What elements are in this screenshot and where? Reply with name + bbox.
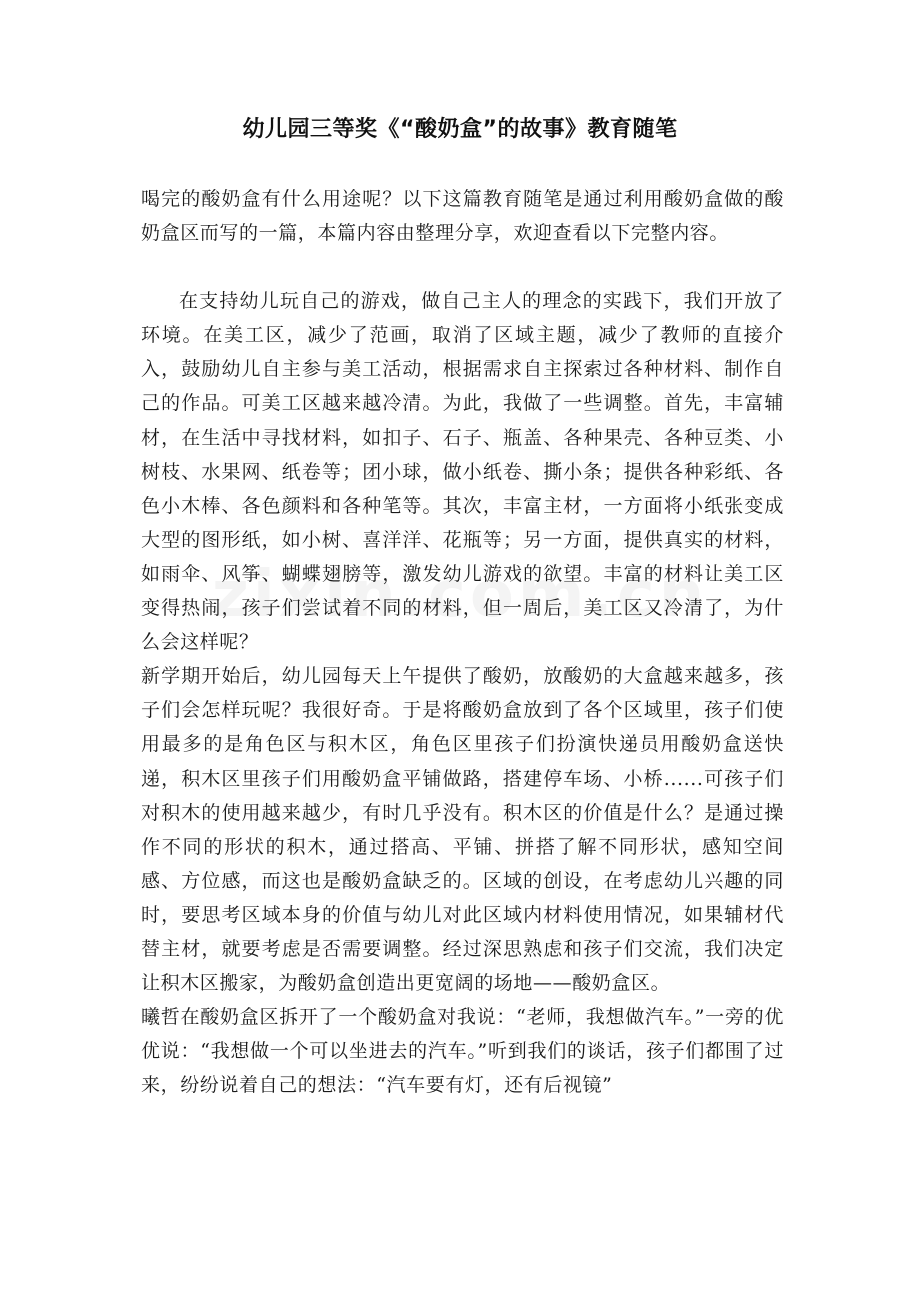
page-title: 幼儿园三等奖《“酸奶盒”的故事》教育随笔 bbox=[242, 117, 678, 142]
body-paragraph-3: 曦哲在酸奶盒区拆开了一个酸奶盒对我说：“老师，我想做汽车。”一旁的优优说：“我想做一个可以坐进去的汽车。”听到我们的谈话，孩子们都围了过来，纷纷说着自己的想法：“汽车要有灯，还有后视镜” bbox=[141, 1006, 784, 1097]
body-paragraph-1: 在支持幼儿玩自己的游戏，做自己主人的理念的实践下，我们开放了环境。在美工区，减少了范画，取消了区域主题，减少了教师的直接介入，鼓励幼儿自主参与美工活动，根据需求自主探索过各种材料、制作自己的作品。可美工区越来越冷清。为此，我做了一些调整。首先，丰富辅材，在生活中寻找材料，如扣子、石子、瓶盖、各种果壳、各种豆类、小树枝、水果网、纸卷等；团小球，做小纸卷、撕小条；提供各种彩纸、各色小木棒、各色颜料和各种笔等。其次，丰富主材，一方面将小纸张变成大型的图形纸，如小树、喜洋洋、花瓶等；另一方面，提供真实的材料，如雨伞、风筝、蝴蝶翅膀等，激发幼儿游戏的欲望。丰富的材料让美工区变得热闹，孩子们尝试着不同的材料，但一周后，美工区又冷清了，为什么会这样呢？ bbox=[141, 290, 784, 654]
body-paragraph-2: 新学期开始后，幼儿园每天上午提供了酸奶，放酸奶的大盒越来越多，孩子们会怎样玩呢？我很好奇。于是将酸奶盒放到了各个区域里，孩子们使用最多的是角色区与积木区，角色区里孩子们扮演快递员用酸奶盒送快递，积木区里孩子们用酸奶盒平铺做路，搭建停车场、小桥......可孩子们对积木的使用越来越少，有时几乎没有。积木区的价值是什么？是通过操作不同的形状的积木，通过搭高、平铺、拼搭了解不同形状，感知空间感、方位感，而这也是酸奶盒缺乏的。区域的创设，在考虑幼儿兴趣的同时，要思考区域本身的价值与幼儿对此区域内材料使用情况，如果辅材代替主材，就要考虑是否需要调整。经过深思熟虑和孩子们交流，我们决定让积木区搬家，为酸奶盒创造出更宽阔的场地——酸奶盒区。 bbox=[141, 665, 784, 995]
document-body bbox=[141, 182, 784, 1102]
intro-paragraph: 喝完的酸奶盒有什么用途呢？以下这篇教育随笔是通过利用酸奶盒做的酸奶盒区而写的一篇，本篇内容由整理分享，欢迎查看以下完整内容。 bbox=[141, 188, 784, 245]
